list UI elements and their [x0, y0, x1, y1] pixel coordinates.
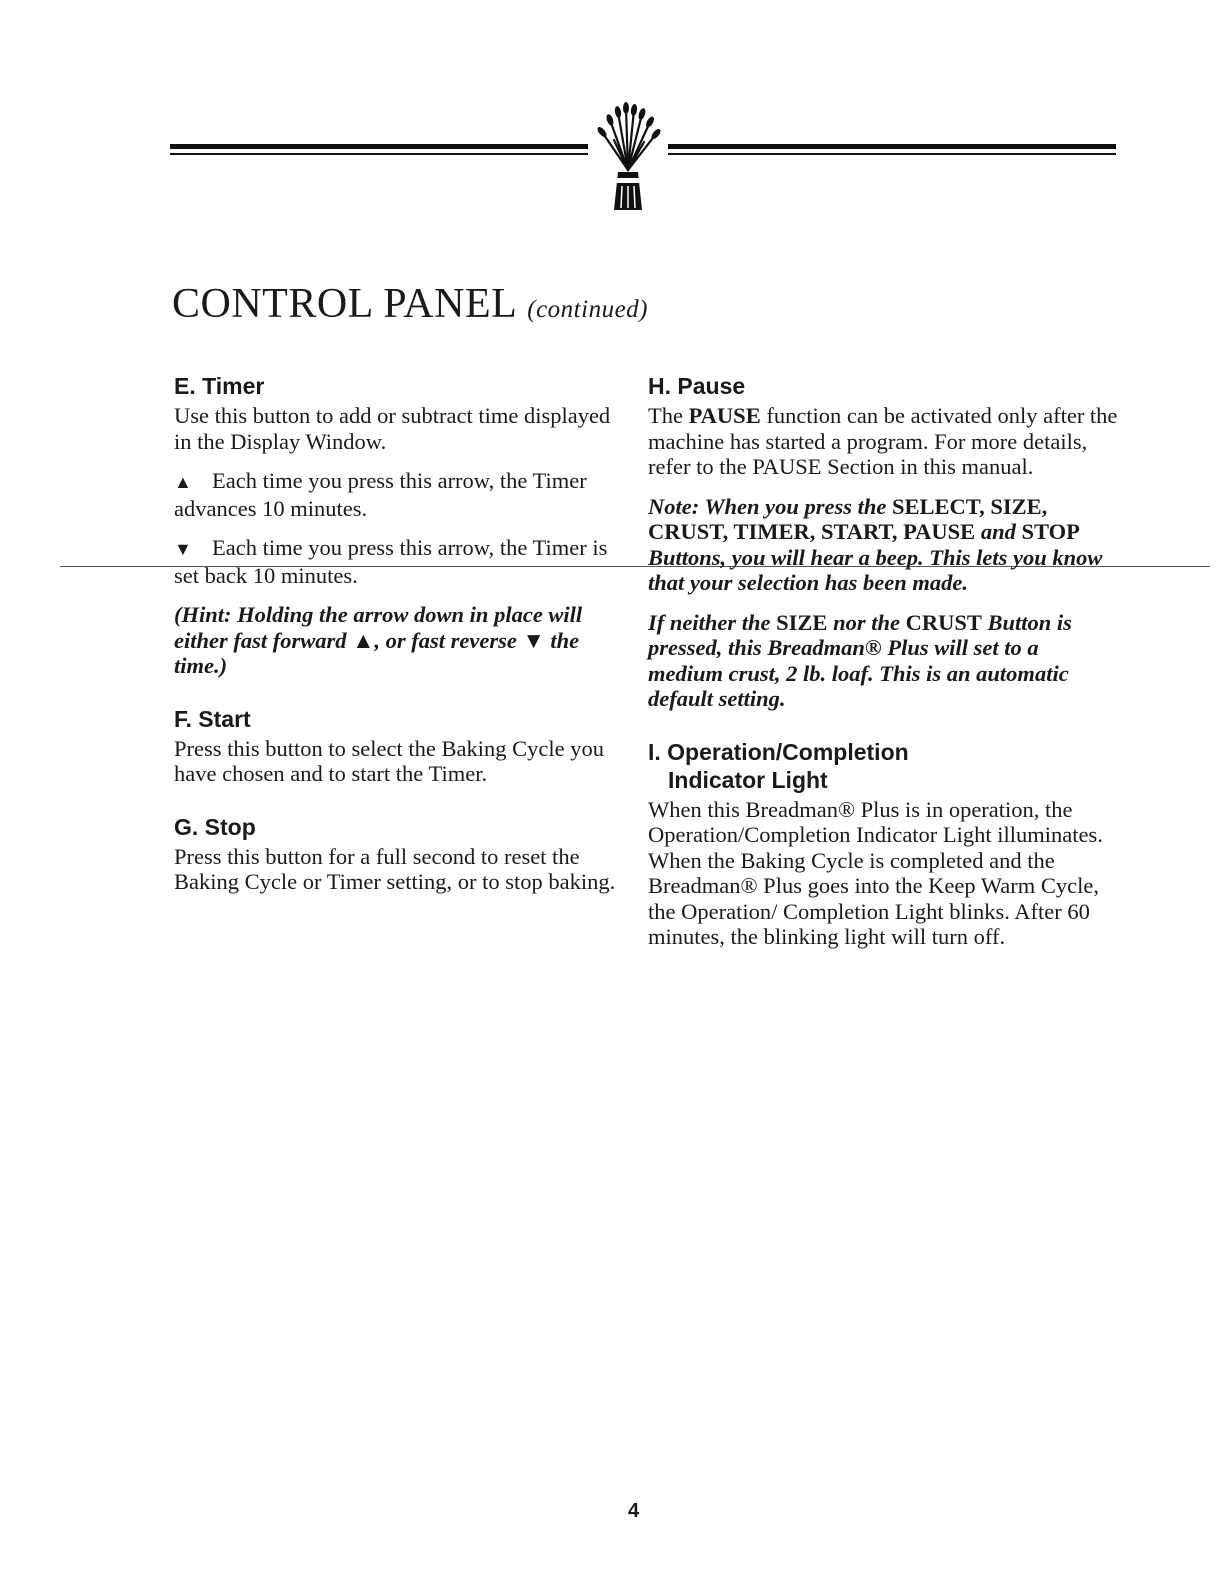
indicator-text: When this Breadman® Plus is in operation, the Operation/Completion Indicator Light illuminates. When the Baking Cycle is completed and the Breadman® Plus goes into the Keep Warm Cycle, the Operation/ Completion Light blinks. After 60 minutes, the blinking light will turn off.	[648, 796, 1103, 949]
timer-down-text: Each time you press this arrow, the Timer is set back 10 minutes.	[174, 535, 608, 588]
section-stop	[174, 813, 624, 895]
page-title-subtitle: (continued)	[527, 296, 648, 323]
wheat-sheaf-icon	[588, 100, 668, 212]
default-a: If neither the	[648, 609, 777, 635]
indicator-heading-line1: I. Operation/Completion	[648, 738, 909, 765]
header-rule-left-thin	[170, 153, 588, 155]
indicator-heading	[648, 738, 1118, 794]
note-buttons: SELECT, SIZE, CRUST, TIMER, START, PAUSE	[648, 493, 1048, 544]
note-and: and	[975, 519, 1022, 544]
header-rule-right-thin	[668, 153, 1116, 155]
timer-intro: Use this button to add or subtract time displayed in the Display Window.	[174, 403, 611, 454]
pause-text	[648, 403, 1118, 480]
start-text: Press this button to select the Baking Cycle you have chosen and to start the Timer.	[174, 735, 604, 786]
default-setting-note	[648, 610, 1118, 712]
section-start	[174, 705, 624, 787]
beep-note	[648, 494, 1118, 596]
header-rule-left	[170, 144, 588, 149]
stop-heading: G. Stop	[174, 813, 256, 840]
section-indicator	[648, 738, 1118, 950]
page-number: 4	[628, 1500, 640, 1522]
left-column	[174, 372, 624, 895]
note-lead: Note: When you press the	[648, 493, 892, 519]
default-size: SIZE	[776, 609, 828, 635]
timer-down-item	[174, 535, 624, 588]
pause-text-pre: The	[648, 403, 689, 428]
header-rule-right	[668, 144, 1116, 149]
default-c: Button is pressed, this Breadman® Plus will set to a medium crust, 2 lb. loaf. This is an automatic default setting.	[648, 609, 1072, 711]
right-column	[648, 372, 1118, 950]
page-title	[172, 280, 648, 328]
timer-up-text: Each time you press this arrow, the Timer advances 10 minutes.	[174, 468, 587, 521]
start-heading: F. Start	[174, 705, 251, 732]
up-arrow-icon: ▲	[174, 472, 192, 492]
pause-heading: H. Pause	[648, 373, 746, 399]
down-arrow-icon: ▼	[174, 539, 192, 559]
page-title-main: CONTROL PANEL	[172, 281, 518, 327]
timer-heading: E. Timer	[174, 373, 265, 399]
stop-text: Press this button for a full second to reset the Baking Cycle or Timer setting, or to stop baking.	[174, 843, 616, 894]
pause-text-bold: PAUSE	[688, 403, 761, 428]
default-b: nor the	[827, 609, 906, 635]
note-tail: Buttons, you will hear a beep. This lets you know that your selection has been made.	[648, 544, 1103, 595]
indicator-heading-line2: Indicator Light	[668, 766, 828, 793]
pause-text-post: function can be activated only after the machine has started a program. For more details, refer to the PAUSE Section in this manual.	[648, 403, 1118, 479]
timer-up-item	[174, 468, 624, 521]
section-timer	[174, 372, 624, 679]
section-pause	[648, 372, 1118, 480]
timer-hint: (Hint: Holding the arrow down in place will either fast forward ▲, or fast reverse ▼ the time.)	[174, 602, 583, 678]
note-stop: STOP	[1021, 519, 1080, 544]
default-crust: CRUST	[905, 609, 982, 635]
